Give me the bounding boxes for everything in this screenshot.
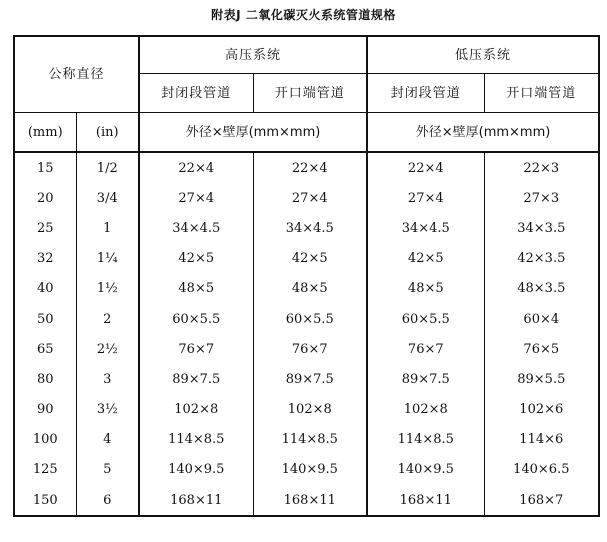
cell-mm: 100 [14,425,76,455]
cell-low-closed: 168×11 [367,485,484,516]
table-row [14,485,599,516]
cell-mm: 15 [14,152,76,183]
cell-high-closed: 140×9.5 [139,455,253,485]
cell-low-closed: 48×5 [367,274,484,304]
cell-in: 3/4 [76,183,139,213]
cell-high-closed: 22×4 [139,152,253,183]
header-unit-in: (in) [76,113,139,153]
cell-mm: 150 [14,485,76,516]
cell-high-open: 76×7 [253,334,367,364]
cell-low-closed: 140×9.5 [367,455,484,485]
cell-high-closed: 168×11 [139,485,253,516]
cell-mm: 90 [14,395,76,425]
cell-in: 1/2 [76,152,139,183]
cell-in: 2½ [76,334,139,364]
cell-high-closed: 102×8 [139,395,253,425]
cell-mm: 32 [14,244,76,274]
cell-high-closed: 114×8.5 [139,425,253,455]
cell-low-closed: 114×8.5 [367,425,484,455]
cell-mm: 20 [14,183,76,213]
cell-low-closed: 34×4.5 [367,213,484,243]
table-row [14,183,599,213]
cell-mm: 25 [14,213,76,243]
cell-high-open: 168×11 [253,485,367,516]
cell-low-open: 34×3.5 [484,213,599,243]
cell-low-open: 27×3 [484,183,599,213]
table-row [14,395,599,425]
header-od-wall-high: 外径×壁厚(mm×mm) [139,113,367,153]
cell-low-open: 42×3.5 [484,244,599,274]
cell-low-open: 140×6.5 [484,455,599,485]
header-nominal-diameter: 公称直径 [14,36,139,113]
cell-in: 4 [76,425,139,455]
cell-mm: 40 [14,274,76,304]
cell-low-open: 102×6 [484,395,599,425]
cell-high-open: 60×5.5 [253,304,367,334]
table-row [14,425,599,455]
cell-low-open: 60×4 [484,304,599,334]
header-od-wall-low: 外径×壁厚(mm×mm) [367,113,599,153]
cell-high-open: 89×7.5 [253,364,367,394]
cell-low-closed: 76×7 [367,334,484,364]
header-low-open-end: 开口端管道 [484,74,599,113]
header-unit-mm: (mm) [14,113,76,153]
cell-mm: 50 [14,304,76,334]
cell-high-open: 22×4 [253,152,367,183]
cell-high-closed: 48×5 [139,274,253,304]
cell-mm: 80 [14,364,76,394]
table-row [14,244,599,274]
cell-high-open: 102×8 [253,395,367,425]
cell-in: 1 [76,213,139,243]
cell-in: 3 [76,364,139,394]
pipe-spec-table [13,35,600,517]
cell-high-open: 27×4 [253,183,367,213]
table-row [14,274,599,304]
table-row [14,455,599,485]
header-high-closed-section: 封闭段管道 [139,74,253,113]
cell-low-closed: 42×5 [367,244,484,274]
cell-low-open: 48×3.5 [484,274,599,304]
cell-high-closed: 42×5 [139,244,253,274]
cell-high-open: 42×5 [253,244,367,274]
cell-low-open: 114×6 [484,425,599,455]
header-high-pressure: 高压系统 [139,36,367,74]
cell-high-open: 34×4.5 [253,213,367,243]
cell-low-closed: 22×4 [367,152,484,183]
cell-high-open: 114×8.5 [253,425,367,455]
cell-low-open: 22×3 [484,152,599,183]
cell-in: 2 [76,304,139,334]
cell-low-closed: 27×4 [367,183,484,213]
cell-in: 6 [76,485,139,516]
cell-low-closed: 102×8 [367,395,484,425]
cell-low-closed: 60×5.5 [367,304,484,334]
cell-high-closed: 34×4.5 [139,213,253,243]
cell-in: 1½ [76,274,139,304]
table-row [14,304,599,334]
cell-low-open: 168×7 [484,485,599,516]
cell-high-closed: 60×5.5 [139,304,253,334]
table-row [14,364,599,394]
header-high-open-end: 开口端管道 [253,74,367,113]
cell-high-open: 48×5 [253,274,367,304]
cell-low-open: 76×5 [484,334,599,364]
table-body [14,152,599,516]
table-row [14,213,599,243]
header-low-closed-section: 封闭段管道 [367,74,484,113]
cell-in: 1¼ [76,244,139,274]
table-row [14,152,599,183]
cell-high-closed: 27×4 [139,183,253,213]
cell-high-closed: 89×7.5 [139,364,253,394]
table-title: 附表J 二氧化碳灭火系统管道规格 [211,8,396,22]
cell-in: 5 [76,455,139,485]
table-row [14,334,599,364]
cell-in: 3½ [76,395,139,425]
cell-mm: 125 [14,455,76,485]
cell-low-open: 89×5.5 [484,364,599,394]
header-low-pressure: 低压系统 [367,36,599,74]
cell-mm: 65 [14,334,76,364]
cell-high-open: 140×9.5 [253,455,367,485]
cell-high-closed: 76×7 [139,334,253,364]
cell-low-closed: 89×7.5 [367,364,484,394]
